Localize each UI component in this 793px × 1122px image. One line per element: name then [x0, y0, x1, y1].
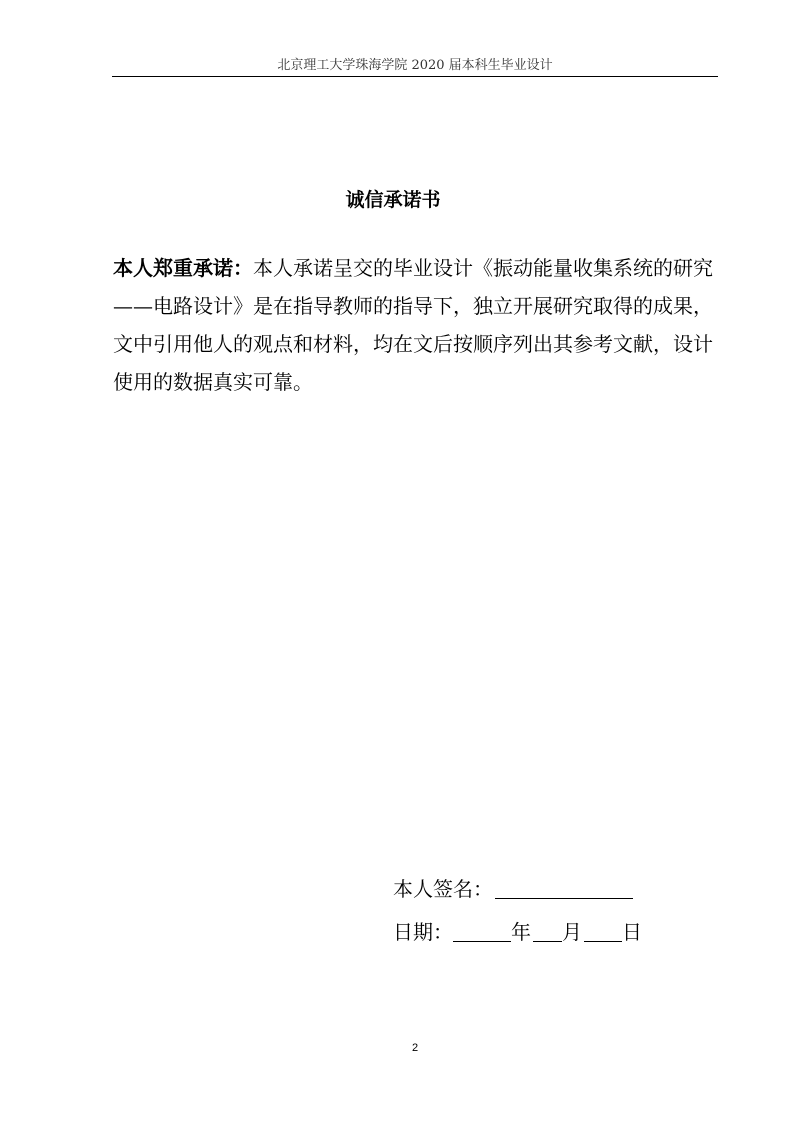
pledge-lead: 本人郑重承诺：: [113, 256, 253, 280]
date-label: 日期：: [393, 920, 453, 944]
pledge-paragraph: [113, 249, 723, 401]
year-blank-line: [453, 941, 511, 942]
year-label: 年: [511, 920, 531, 944]
signature-label: 本人签名：: [393, 877, 493, 901]
signature-row: [393, 876, 633, 902]
signature-blank-line: [495, 898, 633, 899]
page-header-title: 北京理工大学珠海学院 2020 届本科生毕业设计: [277, 58, 553, 73]
document-title: 诚信承诺书: [345, 189, 441, 211]
month-blank-line: [533, 941, 562, 942]
day-blank-line: [584, 941, 622, 942]
month-label: 月: [562, 920, 582, 944]
pledge-line-3: 文中引用他人的观点和材料，均在文后按顺序列出其参考文献，设计: [113, 332, 713, 356]
page-number: 2: [411, 1042, 419, 1054]
pledge-text: 本人承诺呈交的毕业设计《振动能量收集系统的研究: [253, 256, 713, 280]
pledge-line-1: [113, 249, 723, 287]
pledge-line-4: 使用的数据真实可靠。: [113, 370, 313, 394]
day-label: 日: [622, 920, 642, 944]
date-row: [393, 919, 642, 945]
pledge-line-2: ——电路设计》是在指导教师的指导下，独立开展研究取得的成果，: [113, 294, 713, 318]
header-divider: [112, 76, 718, 77]
